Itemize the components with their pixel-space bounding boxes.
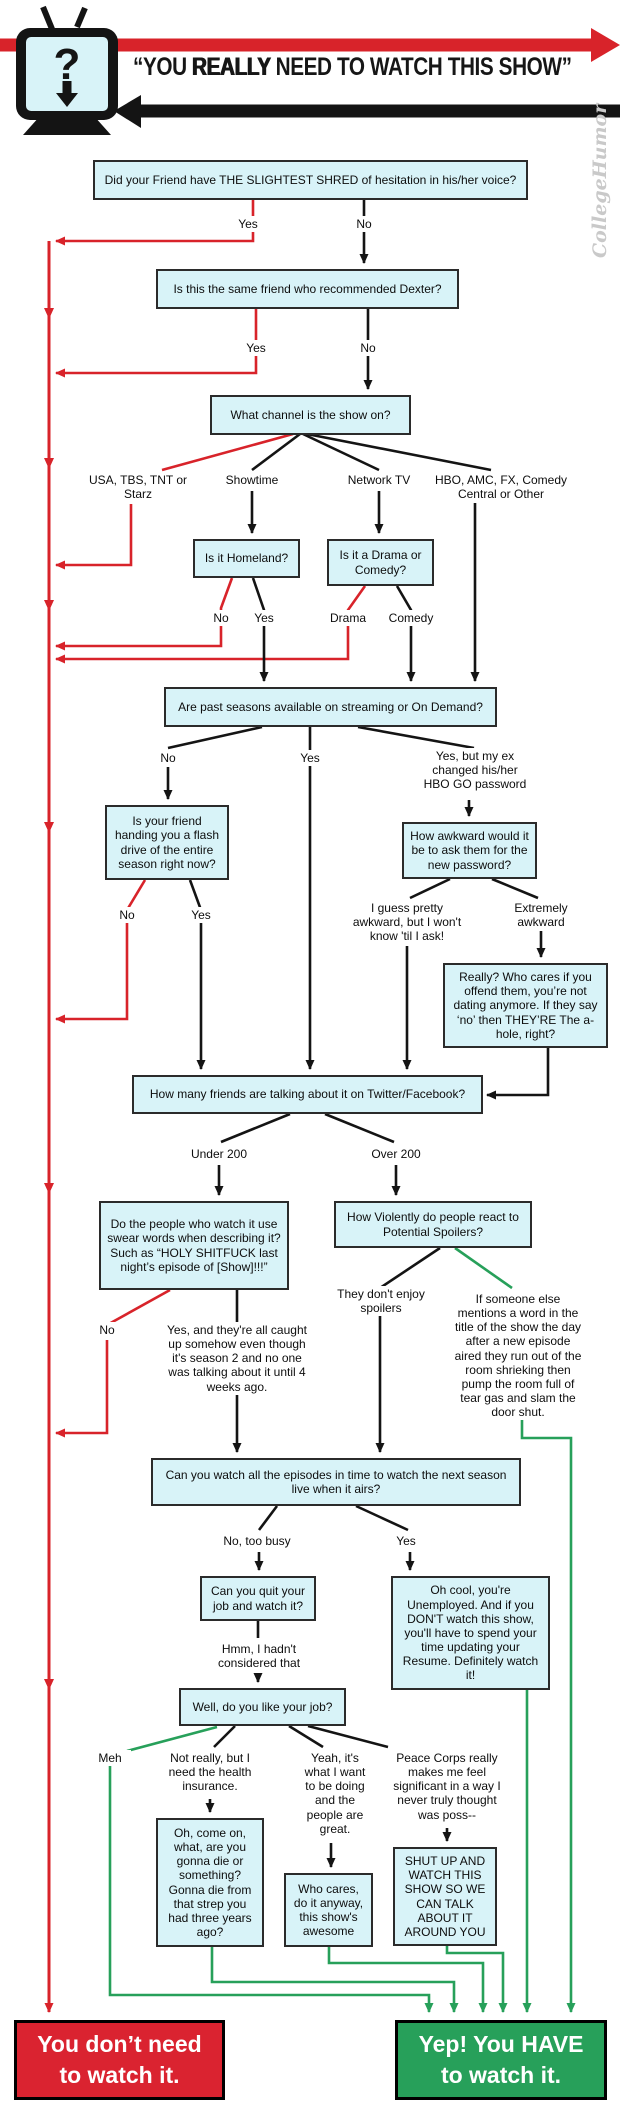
label-flash-yes: Yes — [183, 907, 219, 923]
label-tear-gas: If someone else mentions a word in the title of the show the day after a new episode aired they run out of the room shrieking then pump the room full of tear gas and slam the door shut. — [451, 1291, 585, 1420]
label-channel-showtime: Showtime — [216, 472, 288, 488]
label-drama: Drama — [323, 610, 373, 626]
label-channel-network: Network TV — [339, 472, 419, 488]
node-awkward: How awkward would it be to ask them for the new password? — [402, 822, 537, 879]
label-swear-no: No — [89, 1322, 125, 1338]
label-too-busy: No, too busy — [212, 1533, 302, 1549]
node-hesitation: Did your Friend have THE SLIGHTEST SHRED of hesitation in his/her voice? — [93, 160, 528, 200]
label-guess-awkward: I guess pretty awkward, but I won't know 'til I ask! — [346, 900, 468, 944]
node-quit-job: Can you quit your job and watch it? — [200, 1576, 316, 1621]
node-friends-talking: How many friends are talking about it on Twitter/Facebook? — [132, 1075, 483, 1114]
node-like-job: Well, do you like your job? — [179, 1688, 346, 1726]
node-drama-comedy: Is it a Drama or Comedy? — [327, 539, 434, 586]
label-stream-yes: Yes — [292, 750, 328, 766]
label-meh: Meh — [89, 1750, 131, 1766]
header-left-arrow — [114, 95, 620, 128]
node-channel: What channel is the show on? — [210, 395, 411, 435]
end-dont-watch — [14, 2020, 225, 2100]
node-catch-up: Can you watch all the episodes in time to watch the next season live when it airs? — [151, 1458, 521, 1506]
watermark: CollegeHumor — [589, 103, 611, 258]
node-oh-come-on: Oh, come on, what, are you gonna die or something? Gonna die from that strep you had three years ago? — [156, 1818, 264, 1947]
end-have-to-watch-line1: Yep! You HAVE — [418, 2030, 584, 2057]
label-channel-hbo: HBO, AMC, FX, Comedy Central or Other — [421, 472, 581, 502]
label-stream-ex-password: Yes, but my ex changed his/her HBO GO password — [417, 748, 533, 792]
label-over-200: Over 200 — [361, 1146, 431, 1162]
label-homeland-yes: Yes — [246, 610, 282, 626]
label-dont-enjoy-spoilers: They don't enjoy spoilers — [333, 1286, 429, 1316]
page-title: “YOU REALLY NEED TO WATCH THIS SHOW” — [133, 53, 572, 81]
label-yes-time: Yes — [388, 1533, 424, 1549]
label-yeah-great: Yeah, it's what I want to be doing and the people are great. — [296, 1750, 374, 1837]
label-extremely-awkward: Extremely awkward — [501, 900, 581, 930]
end-dont-watch-line1: You don’t need — [37, 2030, 202, 2057]
label-caught-up: Yes, and they're all caught up somehow even though it's season 2 and no one was talking about it until 4 weeks ago. — [163, 1322, 311, 1395]
label-homeland-no: No — [203, 610, 239, 626]
node-flash-drive: Is your friend handing you a flash drive of the entire season right now? — [105, 805, 229, 880]
label-stream-no: No — [150, 750, 186, 766]
label-peace-corps: Peace Corps really makes me feel significant in a way I never truly thought was poss-- — [385, 1750, 509, 1823]
label-flash-no: No — [109, 907, 145, 923]
node-spoilers: How Violently do people react to Potential Spoilers? — [334, 1201, 532, 1248]
label-yes-1: Yes — [230, 216, 266, 232]
node-dexter: Is this the same friend who recommended Dexter? — [156, 269, 459, 309]
node-unemployed: Oh cool, you're Unemployed. And if you DON'T watch this show, you'll have to spend your time updating your Resume. Definitely watch it! — [391, 1576, 550, 1690]
title-emphasis: REALLY — [192, 53, 271, 81]
label-no-2: No — [350, 340, 386, 356]
end-dont-watch-line2: to watch it. — [59, 2062, 180, 2088]
label-under-200: Under 200 — [184, 1146, 254, 1162]
tv-question-icon — [16, 7, 118, 135]
label-yes-2: Yes — [238, 340, 274, 356]
label-channel-usa: USA, TBS, TNT or Starz — [86, 472, 190, 502]
node-shut-up: SHUT UP AND WATCH THIS SHOW SO WE CAN TALK ABOUT IT AROUND YOU — [393, 1847, 497, 1946]
end-have-to-watch — [395, 2020, 607, 2100]
label-not-really: Not really, but I need the health insurance. — [164, 1750, 256, 1794]
label-hmm: Hmm, I hadn't considered that — [203, 1641, 315, 1671]
label-comedy: Comedy — [382, 610, 440, 626]
node-streaming: Are past seasons available on streaming or On Demand? — [164, 687, 497, 727]
svg-text:?: ? — [53, 40, 81, 89]
end-have-to-watch-line2: to watch it. — [440, 2062, 562, 2088]
node-who-cares: Who cares, do it anyway, this show's awesome — [284, 1873, 373, 1947]
node-swear-words: Do the people who watch it use swear words when describing it? Such as “HOLY SHITFUCK last night’s episode of [Show]!!!” — [99, 1201, 289, 1290]
label-no-1: No — [346, 216, 382, 232]
node-really: Really? Who cares if you offend them, you’re not dating anymore. If they say ‘no’ then THEY’RE The a-hole, right? — [443, 963, 608, 1048]
node-homeland: Is it Homeland? — [193, 539, 300, 578]
